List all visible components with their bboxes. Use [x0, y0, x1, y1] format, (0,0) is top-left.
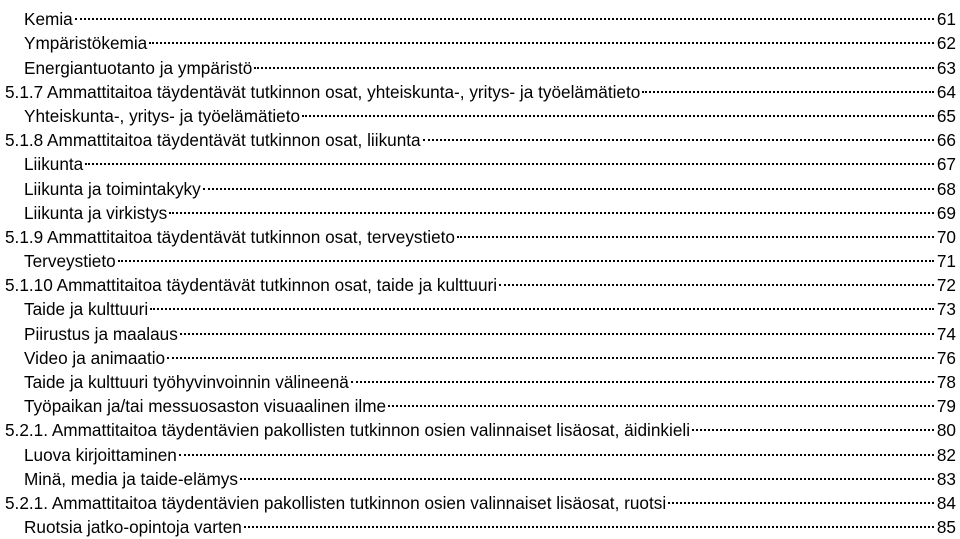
toc-entry[interactable]	[0, 146, 960, 175]
toc-entry-label: Työpaikan ja/tai messuosaston visuaalinen ilme	[24, 396, 387, 417]
toc-entry[interactable]	[0, 25, 960, 54]
toc-entry-label: Ruotsia jatko-opintoja varten	[24, 517, 242, 538]
toc-entry-label: Liikunta ja virkistys	[24, 202, 168, 223]
toc-entry[interactable]	[0, 243, 960, 272]
toc-page-number: 64	[936, 81, 956, 102]
toc-page-number: 84	[936, 492, 956, 513]
toc-page-number: 63	[936, 57, 956, 78]
toc-dot-leader	[302, 98, 934, 122]
toc-page-number: 70	[936, 226, 956, 247]
toc-page-number: 83	[936, 468, 956, 489]
toc-page-number: 67	[936, 154, 956, 175]
toc-dot-leader	[642, 74, 934, 98]
toc-entry-label: Ympäristökemia	[24, 33, 148, 54]
toc-entry-label: Video ja animaatio	[24, 347, 166, 368]
toc-dot-leader	[254, 49, 934, 73]
toc-page-number: 68	[936, 178, 956, 199]
toc-entry-label: Taide ja kulttuuri työhyvinvoinnin välineenä	[24, 372, 349, 392]
toc-entry-label: Energiantuotanto ja ympäristö	[24, 57, 253, 78]
toc-page-number: 66	[936, 130, 956, 151]
toc-page-number: 78	[936, 372, 956, 392]
toc-dot-leader	[180, 315, 934, 339]
toc-dot-leader	[169, 195, 934, 219]
toc-entry-label: 5.1.8 Ammattitaitoa täydentävät tutkinnon osat, liikunta	[5, 130, 421, 151]
toc-dot-leader	[692, 412, 934, 436]
toc-entry-label: 5.2.1. Ammattitaitoa täydentävien pakollisten tutkinnon osien valinnaiset lisäosat, äidinkieli	[5, 420, 691, 441]
toc-dot-leader	[149, 25, 934, 49]
toc-dot-leader	[85, 146, 934, 170]
toc-dot-leader	[203, 170, 934, 194]
toc-page-number: 61	[936, 9, 956, 30]
toc-dot-leader	[423, 122, 934, 146]
toc-entry-label: 5.2.1. Ammattitaitoa täydentävien pakollisten tutkinnon osien valinnaiset lisäosat, ruotsi	[5, 492, 667, 513]
toc-dot-leader	[244, 509, 934, 533]
toc-page-number: 82	[936, 444, 956, 465]
toc-entry-label: Piirustus ja maalaus	[24, 323, 178, 344]
toc-dot-leader	[179, 436, 934, 460]
toc-entry-label: Liikunta ja toimintakyky	[24, 178, 201, 199]
toc-entry-label: Taide ja kulttuuri	[24, 299, 149, 320]
toc-dot-leader	[150, 291, 934, 315]
toc-dot-leader	[118, 243, 934, 267]
toc-dot-leader	[457, 219, 934, 243]
toc-page-number: 71	[936, 251, 956, 272]
toc-page-number: 72	[936, 275, 956, 296]
toc-entry-label: Yhteiskunta-, yritys- ja työelämätieto	[24, 105, 301, 126]
toc-entry[interactable]	[0, 267, 960, 296]
toc-entry-label: Kemia	[24, 9, 73, 30]
toc-page-number: 62	[936, 33, 956, 54]
toc-entry-label: Terveystieto	[24, 251, 116, 272]
toc-page-number: 74	[936, 323, 956, 344]
toc-page-number: 79	[936, 396, 956, 417]
toc-page-number: 73	[936, 299, 956, 320]
toc-page-number: 69	[936, 202, 956, 223]
toc-entry-label: Minä, media ja taide-elämys	[24, 468, 238, 489]
toc-dot-leader	[499, 267, 934, 291]
toc-entry[interactable]	[0, 1, 960, 30]
toc-entry[interactable]	[0, 170, 960, 199]
toc-dot-leader	[351, 364, 934, 388]
toc-entry-label: 5.1.7 Ammattitaitoa täydentävät tutkinnon osat, yhteiskunta-, yritys- ja työelämätieto	[5, 81, 641, 102]
toc-entry-label: 5.1.9 Ammattitaitoa täydentävät tutkinnon osat, terveystieto	[5, 226, 455, 247]
toc-page-number: 80	[936, 420, 956, 441]
toc-page-number: 85	[936, 517, 956, 538]
toc-dot-leader	[668, 485, 934, 509]
toc-dot-leader	[388, 388, 934, 412]
toc-dot-leader	[167, 340, 934, 364]
toc-entry-label: Liikunta	[24, 154, 84, 175]
toc-dot-leader	[240, 461, 934, 485]
toc-page-number: 65	[936, 105, 956, 126]
toc-entry-label: Luova kirjoittaminen	[24, 444, 177, 465]
toc-dot-leader	[75, 1, 934, 25]
toc-page-number: 76	[936, 347, 956, 368]
toc-entry-label: 5.1.10 Ammattitaitoa täydentävät tutkinnon osat, taide ja kulttuuri	[5, 275, 498, 296]
